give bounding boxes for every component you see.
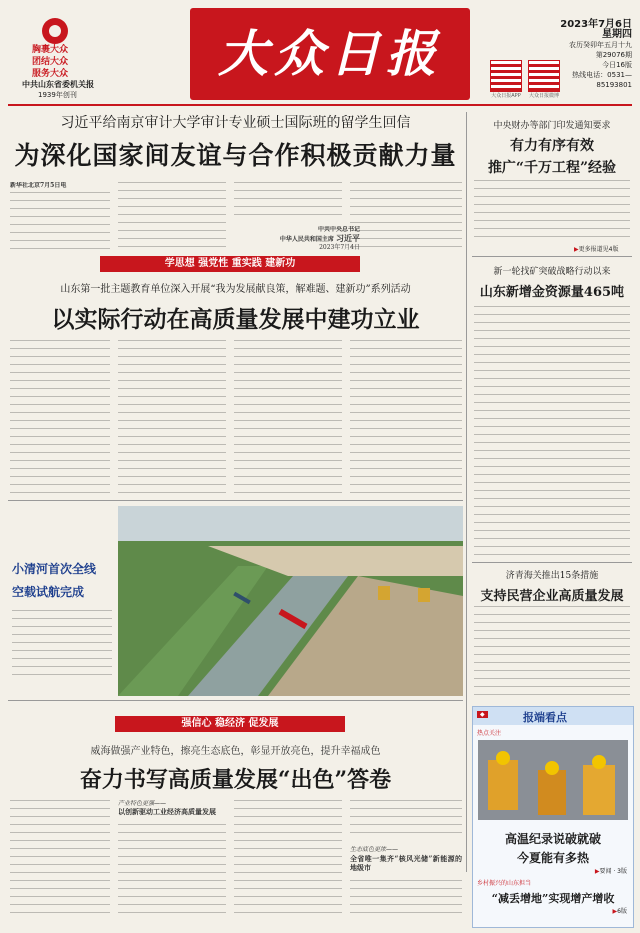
bottom-subhead-1	[118, 800, 226, 816]
ref-arrow-icon: ▶	[612, 908, 618, 915]
promo-tag2: 乡村振兴的山东担当	[477, 880, 532, 887]
campaign-banner: 学思想 强党性 重实践 建新功	[100, 256, 360, 272]
promo-header	[473, 707, 633, 725]
sign-name: 习近平	[336, 233, 360, 243]
slogan-3: 服务大众	[32, 69, 69, 79]
second-kicker: 山东第一批主题教育单位深入开展“我为发展献良策，解难题、建新功”系列活动	[60, 284, 411, 295]
right-rule-2	[472, 562, 632, 563]
newspaper-logo-icon	[42, 18, 68, 44]
page-count: 今日16版	[602, 61, 632, 69]
right3-body	[474, 606, 630, 698]
bottom-body-col2	[118, 824, 226, 920]
right-story-2[interactable]	[472, 264, 632, 300]
sign-org2: 中华人民共和国主席	[279, 236, 334, 243]
publisher: 中共山东省委机关报	[22, 80, 94, 89]
date: 2023年7月6日	[560, 19, 632, 30]
date-block	[552, 20, 632, 90]
bottom-body-col4b	[350, 880, 462, 920]
photo-caption-body	[12, 610, 112, 680]
lead-body-col3	[234, 182, 342, 222]
promo-title3: “减丢增地”实现增产增收	[491, 892, 615, 905]
slogan-1: 胸裹大众	[32, 45, 69, 55]
column-divider	[466, 112, 467, 872]
promo-ref1[interactable]	[473, 866, 627, 875]
header-left	[10, 18, 120, 100]
qr-weibo-caption: 大众日报微博	[528, 93, 559, 99]
second-body-col3	[234, 340, 342, 495]
promo-badge-icon: ◆	[477, 711, 488, 718]
bottom-kicker: 威海做强产业特色，擦亮生态底色，彰显开放亮色，提升幸福成色	[90, 746, 381, 757]
lead-signature	[250, 226, 360, 252]
promo-title1: 高温纪录说破就破	[504, 832, 601, 846]
right3-kicker: 济青海关推出15条措施	[505, 571, 599, 581]
bottom-top-rule	[8, 700, 463, 701]
photo-top-rule	[8, 500, 463, 501]
right2-headline: 山东新增金资源量465吨	[479, 285, 625, 300]
qr-code-icon	[490, 60, 522, 92]
bottom-sub1b: 以创新驱动工业经济高质量发展	[118, 808, 216, 816]
lead-dateline-text: 新华社北京7月5日电	[10, 182, 67, 189]
bottom-campaign-banner: 强信心 稳经济 促发展	[115, 716, 345, 732]
promo-ref2-label: 6版	[617, 908, 627, 915]
lead-body-col4	[350, 182, 462, 252]
bottom-subhead-2	[350, 846, 462, 872]
second-body-col1	[10, 340, 110, 495]
right1-body	[474, 180, 630, 242]
right-story-3[interactable]	[472, 568, 632, 604]
second-body-col4	[350, 340, 462, 495]
right1-headline1: 有力有序有效	[510, 138, 594, 154]
lead-dateline	[10, 182, 110, 190]
second-story[interactable]	[8, 280, 463, 334]
bottom-sub2: 生态底色更浓——	[350, 846, 399, 853]
promo-box[interactable]	[472, 706, 634, 928]
promo-ref2[interactable]	[473, 906, 627, 915]
more-arrow-icon: ▶	[574, 246, 579, 253]
promo-section-title: 报端看点	[523, 711, 567, 724]
canal-aerial-image	[118, 506, 463, 696]
photo-caption-title2: 空载试航完成	[12, 585, 85, 599]
bottom-story[interactable]	[8, 742, 463, 794]
promo-hot-label: 热点关注	[477, 730, 502, 737]
promo-title2: 今夏能有多热	[516, 851, 589, 865]
bottom-body-col3	[234, 800, 342, 920]
bottom-headline: 奋力书写高质量发展“出色”答卷	[79, 767, 392, 793]
heatwave-workers-photo	[478, 740, 628, 820]
right3-headline: 支持民营企业高质量发展	[480, 589, 624, 604]
masthead	[190, 8, 470, 100]
weekday: 星期四	[602, 29, 632, 40]
issue-number: 第29076期	[595, 51, 632, 59]
lead-story[interactable]	[8, 112, 463, 172]
bottom-sub2b: 全省唯一集齐“核风光储”新能源的地级市	[350, 854, 462, 872]
promo-ref1-label: 要闻 · 3版	[599, 868, 627, 875]
slogan-2: 团结大众	[32, 57, 69, 67]
photo-caption	[12, 560, 112, 600]
second-headline: 以实际行动在高质量发展中建功立业	[51, 306, 420, 333]
qr-app-caption: 大众日报APP	[491, 93, 521, 99]
bottom-body-col1	[10, 800, 110, 920]
right-rule-1	[472, 256, 632, 257]
lead-body-col1	[10, 192, 110, 252]
ref-arrow-icon: ▶	[594, 868, 600, 875]
founded: 1939年创刊	[38, 91, 77, 99]
masthead-title: 大众日报	[218, 24, 442, 83]
qr-app[interactable]	[490, 60, 522, 99]
lead-headline: 为深化国家间友谊与合作积极贡献力量	[14, 141, 457, 170]
right2-kicker: 新一轮找矿突破战略行动以来	[493, 267, 611, 277]
header-rule	[8, 104, 632, 106]
lead-body-col2	[118, 182, 226, 252]
lead-kicker: 习近平给南京审计大学审计专业硕士国际班的留学生回信	[60, 115, 411, 131]
right1-more-label: 更多报道见4版	[578, 246, 619, 253]
canal-photo[interactable]	[118, 506, 463, 696]
sign-date: 2023年7月4日	[319, 244, 360, 251]
bottom-sub1: 产业特色更强——	[118, 800, 167, 807]
right1-headline2: 推广“千万工程”经验	[487, 160, 617, 176]
sign-org1: 中共中央总书记	[317, 226, 360, 233]
bottom-body-col4a	[350, 800, 462, 840]
right1-kicker: 中央财办等部门印发通知要求	[493, 121, 611, 131]
second-body-col2	[118, 340, 226, 495]
lunar-date: 农历癸卯年五月十九	[569, 41, 632, 49]
right2-body	[474, 306, 630, 556]
hotline: 热线电话：0531—85193801	[572, 71, 632, 89]
right1-more[interactable]	[574, 244, 618, 253]
right-story-1[interactable]	[472, 118, 632, 177]
photo-caption-title1: 小清河首次全线	[12, 562, 97, 576]
